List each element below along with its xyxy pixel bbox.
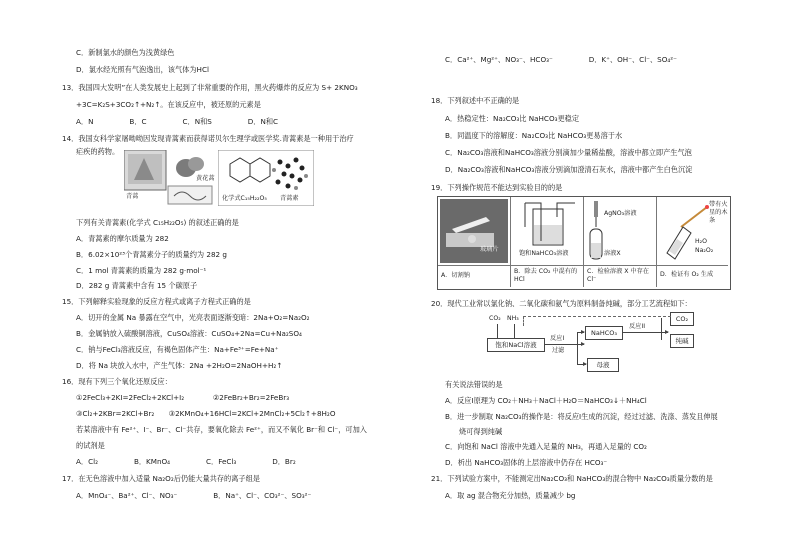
q18-option-d: D．Na₂CO₃溶液和NaHCO₃溶液分别滴加澄清石灰水，溶液中都产生白色沉淀 xyxy=(445,165,693,174)
q20-text: 20．现代工业常以氯化钠、二氧化碳和氨气为原料制备纯碱，部分工艺流程如下： xyxy=(431,299,692,308)
q19-figure-table xyxy=(437,196,731,290)
reaction2-label: 反应II xyxy=(629,323,646,330)
q19-cell-b xyxy=(511,197,584,287)
q17-options: A．MnO₄⁻、Ba²⁺、Cl⁻、NO₃⁻ B．Na⁺、Cl⁻、CO₃²⁻、SO₃²⁻ xyxy=(76,491,312,500)
nacl-solution-box: 饱和NaCl溶液 xyxy=(487,338,545,352)
q19-caption-divider xyxy=(438,265,728,266)
q21-option-a: A．取 ag 混合物充分加热，质量减少 bg xyxy=(445,491,576,500)
nahco3-box: NaHCO₃ xyxy=(585,326,623,340)
q14-figure xyxy=(124,150,314,206)
q14-option-b: B．6.02×10²³个青蒿素分子的质量约为 282 g xyxy=(76,250,227,259)
input-line-nh3 xyxy=(514,324,515,338)
nh3-input-label: NH₃ xyxy=(507,315,519,322)
q20-option-c: C．向饱和 NaCl 溶液中先通入足量的 NH₃，再通入足量的 CO₂ xyxy=(445,442,647,451)
q20-flow-diagram xyxy=(487,312,707,374)
q19-cell-d xyxy=(657,197,729,287)
q15-option-d: D．将 Na 块放入水中，产生气体：2Na +2H₂O=2NaOH+H₂↑ xyxy=(76,361,283,370)
q16-stem-2: 的试剂是 xyxy=(76,441,105,450)
q14-option-c: C．1 mol 青蒿素的质量为 282 g·mol⁻¹ xyxy=(76,266,207,275)
qinghao-label: 青蒿 xyxy=(126,193,139,200)
soda-ash-box: 纯碱 xyxy=(670,334,694,348)
q17-options-cd: C．Ca²⁺、Mg²⁺、NO₃⁻、HCO₃⁻ D．K⁺、OH⁻、Cl⁻、SO₄²⁻ xyxy=(445,55,677,64)
q19-cell-b-label: B．除去 CO₂ 中混有的 HCl xyxy=(514,268,578,283)
q19-cell-c-label: C．检验溶液 X 中存在 Cl⁻ xyxy=(587,268,649,283)
q18-option-c: C．Na₂CO₃溶液和NaHCO₃溶液分别滴加少量稀盐酸，溶液中都立即产生气泡 xyxy=(445,148,692,157)
right-column xyxy=(397,0,794,550)
q14-option-a: A．青蒿素的摩尔质量为 282 xyxy=(76,234,169,243)
agno3-label: AgNO₃溶液 xyxy=(604,210,637,217)
glass-plate-label: 玻璃片 xyxy=(480,246,499,253)
q19-text: 19．下列操作规范不能达到实验目的的是 xyxy=(431,183,563,192)
q14-text: 14．我国女科学家屠呦呦因发现青蒿素而获得诺贝尔生理学或医学奖.青蒿素是一种用于治疗 xyxy=(62,134,354,143)
to-nahco3-arrow xyxy=(577,332,584,333)
to-filtrate-arrow xyxy=(577,364,586,365)
q16-text: 16．现有下列三个氧化还原反应： xyxy=(62,377,172,386)
huanghua-label: 黄花蒿 xyxy=(196,175,215,182)
q20-option-a: A．反应Ⅰ原理为 CO₂＋NH₃＋NaCl＋H₂O＝NaHCO₃↓＋NH₄Cl xyxy=(445,396,647,405)
q18-option-b: B．同温度下的溶解度：Na₂CO₃比 NaHCO₃更易溶于水 xyxy=(445,131,623,140)
na2o2-label: Na₂O₂ xyxy=(695,247,714,254)
formula-label: 化学式C₁₅H₂₂O₅ xyxy=(222,195,267,202)
q19-cell-c xyxy=(584,197,657,287)
q14-stem: 下列有关青蒿素(化学式 C₁₅H₂₂O₅) 的叙述正确的是 xyxy=(76,218,239,227)
q17-text: 17．在无色溶液中加入适量 Na₂O₂后仍能大量共存的离子组是 xyxy=(62,474,260,483)
recycle-dashed-line xyxy=(523,316,671,317)
q19-cell-a xyxy=(438,197,511,287)
q20-option-d: D．析出 NaHCO₃固体的上层溶液中仍存在 HCO₃⁻ xyxy=(445,458,608,467)
left-line-1: D．氯水经光照有气泡逸出，该气体为HCl xyxy=(76,65,209,74)
q21-text: 21．下列试验方案中，不能测定出Na₂CO₃和 NaHCO₃的混合物中 Na₂CO₃质量分数的是 xyxy=(431,474,713,483)
reaction1-label: 反应I xyxy=(550,335,565,342)
q13-text-2: +3C=K₂S+3CO₂↑+N₂↑。在该反应中，被还原的元素是 xyxy=(76,100,261,109)
filter-label: 过滤 xyxy=(552,347,565,354)
split2-line xyxy=(661,318,662,340)
h2o-label: H₂O xyxy=(695,238,708,245)
left-line-0: C．新制氯水的颜色为浅黄绿色 xyxy=(76,48,175,57)
q16-options: A．Cl₂ B．KMnO₄ C．FeCl₃ D．Br₂ xyxy=(76,457,296,466)
q16-reaction-2: ③Cl₂+2KBr=2KCl+Br₂ ③2KMnO₄+16HCl=2KCl+2MnCl₂+5Cl₂↑+8H₂O xyxy=(76,409,336,418)
split-line xyxy=(577,332,578,364)
q16-stem: 若某溶液中有 Fe²⁺、I⁻、Br⁻、Cl⁻共存，要氧化除去 Fe²⁺，而又不氧化 Br⁻和 Cl⁻，可加入 xyxy=(76,425,367,434)
q14-option-d: D．282 g 青蒿素中含有 15 个碳原子 xyxy=(76,281,198,290)
q14-text-2: 疟疾的药物。 xyxy=(76,147,120,156)
saturated-nahco3-label: 饱和NaHCO₃溶液 xyxy=(519,250,569,257)
q15-text: 15．下列解释实验现象的反应方程式或离子方程式正确的是 xyxy=(62,297,251,306)
q19-cell-a-label: A．切割钠 xyxy=(441,272,470,279)
q16-reaction-1: ①2FeCl₃+2KI=2FeCl₂+2KCl+I₂ ②2FeBr₂+Br₂=2FeBr₃ xyxy=(76,393,290,402)
input-line-co2 xyxy=(497,324,498,338)
q20-option-b: B．进一步制取 Na₂CO₃的操作是：将反应Ⅰ生成的沉淀，经过过滤、洗涤、蒸发且伸展 xyxy=(445,412,718,421)
q15-option-a: A．切开的金属 Na 暴露在空气中，光亮表面逐渐变暗：2Na+O₂=Na₂O₂ xyxy=(76,313,310,322)
q19-cell-d-label: D．检证有 O₂ 生成 xyxy=(660,271,714,278)
q15-option-b: B．金属钠放入硫酸铜溶液，CuSO₄溶液：CuSO₄+2Na=Cu+Na₂SO₄ xyxy=(76,329,302,338)
solution-x-label: 溶液X xyxy=(604,250,621,257)
filtrate-box: 母液 xyxy=(587,358,619,372)
q18-text: 18．下列叙述中不正确的是 xyxy=(431,96,520,105)
cutting-sodium-image xyxy=(438,197,510,265)
q15-option-c: C．钠与FeCl₃溶液反应，有褐色固体产生：Na+Fe³⁺=Fe+Na⁺ xyxy=(76,345,279,354)
q13-text: 13．我国四大发明”在人类发展史上起到了非常重要的作用，黑火药爆炸的反应为 S+ 2KNO₃ xyxy=(62,83,358,92)
q20-stem: 有关说法错误的是 xyxy=(445,380,503,389)
co2-output-box: CO₂ xyxy=(670,312,694,326)
splint-label: 带有火星的木条 xyxy=(709,201,728,224)
qinghaosu-label: 青蒿素 xyxy=(280,195,299,202)
co2-input-label: CO₂ xyxy=(489,315,501,322)
recycle-dashed-drop xyxy=(523,316,524,326)
reaction1-arrow xyxy=(544,344,584,345)
q18-option-a: A．热稳定性：Na₂CO₃比 NaHCO₃更稳定 xyxy=(445,114,580,123)
q20-option-b-2: 烧可得到纯碱 xyxy=(459,427,503,436)
q13-options: A．N B．C C．N和S D．N和C xyxy=(76,117,279,126)
